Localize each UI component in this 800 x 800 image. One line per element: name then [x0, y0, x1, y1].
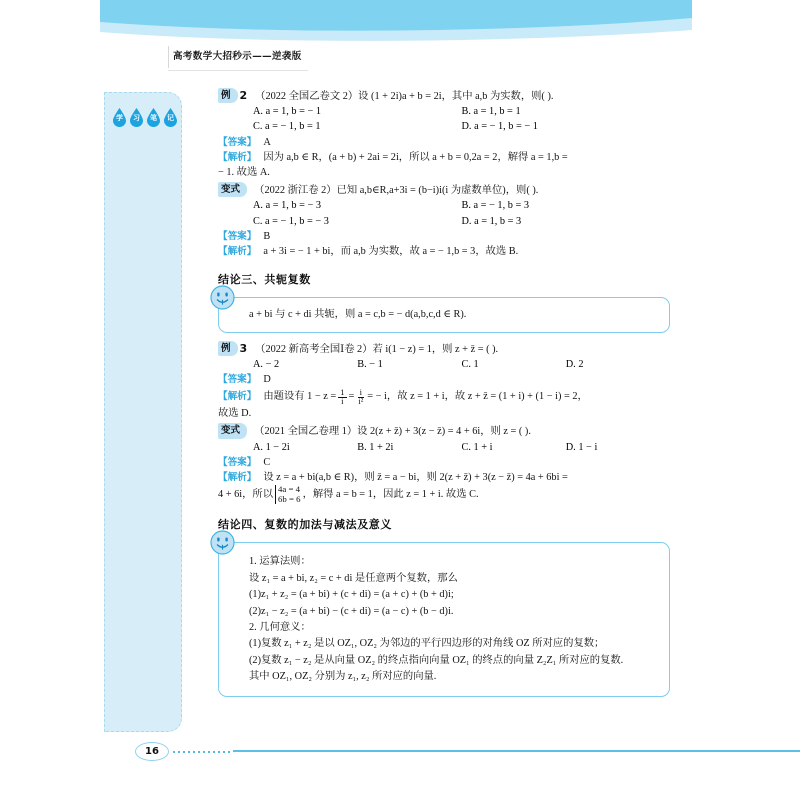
analysis-tag: 【解析】 [218, 151, 257, 163]
equation-2: 6b = 6 [278, 493, 301, 504]
conclusion-4-line: 1. 运算法则： [249, 556, 311, 568]
option-c: C. a = − 1, b = − 3 [253, 215, 329, 227]
option-b: B. − 1 [357, 358, 383, 370]
option-d: D. a = − 1, b = − 1 [461, 121, 538, 133]
variation-2-analysis-line [218, 244, 670, 259]
header-divider [168, 46, 169, 68]
conclusion-4-line: 2. 几何意义： [249, 622, 311, 634]
fraction-denominator: i [341, 395, 344, 406]
conclusion-4-line: (2)z₁ − z₂ = (a + bi) − (c + di) = (a − c) + (b − d)i. [249, 605, 454, 617]
option-d: D. 1 − i [565, 441, 598, 453]
page-number: 16 [145, 746, 159, 757]
variation-3-answer-line [218, 455, 670, 470]
analysis-text-post: = − i，故 z = 1 + i，故 z + z̄ = (1 + i) + (1 − i) = 2， [367, 391, 588, 403]
analysis-text-post: ，解得 a = b = 1，因此 z = 1 + i. 故选 C. [302, 489, 479, 501]
variation-2-options-row-2 [218, 214, 670, 229]
analysis-text: 设 z = a + bi(a,b ∈ R)，则 z̄ = a − bi，则 2(z + z̄) + 3(z − z̄) = 4a + 6bi = [263, 472, 568, 484]
variation-3-stem-line [218, 423, 670, 439]
variation-3-stem: （2021 全国乙卷理 1）设 2(z + z̄) + 3(z − z̄) = 4 + 6i，则 z = ( ). [254, 426, 531, 438]
variation-3-analysis-line-1 [218, 470, 670, 485]
answer-tag: 【答案】 [218, 456, 257, 468]
example-3-stem-line [218, 341, 670, 357]
example-chip: 例 [218, 88, 238, 103]
water-drop-icon [163, 108, 178, 127]
variation-2-options-row-1 [218, 198, 670, 213]
footer-dotted-line [173, 751, 233, 753]
answer-tag: 【答案】 [218, 230, 257, 242]
analysis-tag: 【解析】 [218, 391, 257, 403]
drop-char: 笔 [150, 114, 157, 122]
page-footer [135, 742, 695, 764]
example-3-answer-line [218, 372, 670, 387]
analysis-text: a + 3i = − 1 + bi，而 a,b 为实数，故 a = − 1,b = 3，故选 B. [263, 246, 519, 258]
variation-chip: 变式 [218, 423, 247, 438]
example-3-stem: （2022 新高考全国Ⅰ卷 2）若 i(1 − z) = 1，则 z + z̄ = ( ). [255, 343, 499, 355]
example-number: 2 [239, 89, 248, 102]
option-c: C. a = − 1, b = 1 [253, 121, 321, 133]
fraction-denominator: i² [358, 395, 364, 406]
variation-3-analysis-line-2 [218, 485, 670, 504]
variation-2-stem: （2022 浙江卷 2）已知 a,b∈R,a+3i = (b−i)i(i 为虚数单位)，则( ). [254, 185, 539, 197]
conclusion-4-line: (2)复数 z₁ − z₂ 是从向量 OZ₂ 的终点指向向量 OZ₁ 的终点的向量 Z₂Z₁ 所对应的复数. [249, 654, 624, 666]
conclusion-3-box [218, 297, 670, 332]
variation-2-stem-line [218, 182, 670, 198]
analysis-text-pre: 由题设有 1 − z = [263, 391, 337, 403]
option-d: D. 2 [565, 358, 584, 370]
analysis-text: 因为 a,b ∈ R，(a + b) + 2ai = 2i，所以 a + b = 0,2a = 2，解得 a = 1,b = [263, 151, 568, 163]
example-2-stem: （2022 全国乙卷文 2）设 (1 + 2i)a + b = 2i，其中 a,b 为实数，则( ). [255, 91, 554, 102]
header-wave-band [100, 0, 692, 42]
variation-2-block [218, 182, 670, 259]
running-header: 高考数学大招秒示——逆袭版 [173, 51, 302, 62]
variation-3-options-row [218, 440, 670, 455]
fraction-one-over-i [338, 388, 346, 406]
fraction-i-over-i-squared [356, 388, 365, 406]
analysis-tag: 【解析】 [218, 246, 257, 258]
variation-chip: 变式 [218, 182, 247, 197]
study-notes-label [112, 108, 178, 130]
conclusion-4-box [218, 542, 670, 696]
option-b: B. 1 + 2i [357, 441, 394, 453]
option-d: D. a = 1, b = 3 [461, 215, 522, 227]
analysis-text-mid: = [348, 391, 355, 403]
answer-value: A [263, 136, 271, 148]
smiley-face-icon [210, 530, 235, 555]
smiley-face-icon [210, 285, 235, 310]
equation-1: 4a = 4 [278, 484, 301, 495]
example-number: 3 [239, 341, 248, 355]
conclusion-4-heading: 结论四、复数的加法与减法及意义 [218, 518, 392, 532]
drop-char: 学 [116, 114, 123, 122]
water-drop-icon [112, 108, 127, 127]
example-2-analysis-line-1 [218, 150, 670, 165]
analysis-text-pre: 4 + 6i，所以 [218, 489, 274, 501]
option-b: B. a = − 1, b = 3 [461, 200, 529, 212]
answer-tag: 【答案】 [218, 374, 257, 386]
option-a: A. a = 1, b = − 3 [253, 200, 322, 212]
option-a: A. a = 1, b = − 1 [253, 106, 322, 118]
option-c: C. 1 [461, 358, 479, 370]
answer-value: B [263, 230, 271, 242]
answer-tag: 【答案】 [218, 136, 257, 148]
system-of-equations-brace [275, 485, 301, 504]
header-underline [168, 70, 308, 71]
conclusion-3-heading: 结论三、共轭复数 [218, 273, 311, 287]
fraction-numerator: i [359, 386, 362, 397]
drop-char: 习 [133, 114, 140, 122]
drop-char: 记 [167, 114, 174, 122]
example-chip: 例 [218, 341, 238, 356]
example-2-block [218, 88, 670, 180]
conclusion-3-text: a + bi 与 c + di 共轭，则 a = c,b = − d(a,b,c,d ∈ R). [249, 309, 467, 321]
example-2-stem-line [218, 88, 670, 104]
example-2-answer-line [218, 135, 670, 150]
option-b: B. a = 1, b = 1 [461, 106, 521, 118]
variation-3-block [218, 423, 670, 504]
example-2-options-row-1 [218, 104, 670, 119]
fraction-numerator: 1 [340, 386, 345, 397]
water-drop-icon [146, 108, 161, 127]
analysis-tag: 【解析】 [218, 472, 257, 484]
water-drop-icon [129, 108, 144, 127]
example-3-options-row [218, 357, 670, 372]
conclusion-4-line: 设 z₁ = a + bi, z₂ = c + di 是任意两个复数，那么 [249, 572, 458, 584]
option-c: C. 1 + i [461, 441, 493, 453]
answer-value: D [263, 374, 271, 386]
content-column [218, 88, 670, 701]
study-notes-panel [104, 92, 182, 732]
example-2-options-row-2 [218, 119, 670, 134]
conclusion-4-line: 其中 OZ₁, OZ₂ 分别为 z₁, z₂ 所对应的向量. [249, 671, 437, 683]
answer-value: C [263, 456, 271, 468]
example-3-analysis-line-1 [218, 387, 670, 406]
footer-rule [233, 750, 800, 752]
option-a: A. 1 − 2i [253, 441, 290, 453]
example-3-block [218, 341, 670, 422]
option-a: A. − 2 [253, 358, 280, 370]
example-2-analysis-line-2: − 1. 故选 A. [218, 167, 270, 179]
conclusion-4-line: (1)z₁ + z₂ = (a + bi) + (c + di) = (a + c) + (b + d)i; [249, 589, 454, 601]
example-3-analysis-line-2: 故选 D. [218, 408, 252, 420]
variation-2-answer-line [218, 229, 670, 244]
conclusion-4-line: (1)复数 z₁ + z₂ 是以 OZ₁, OZ₂ 为邻边的平行四边形的对角线 OZ 所对应的复数； [249, 638, 605, 650]
